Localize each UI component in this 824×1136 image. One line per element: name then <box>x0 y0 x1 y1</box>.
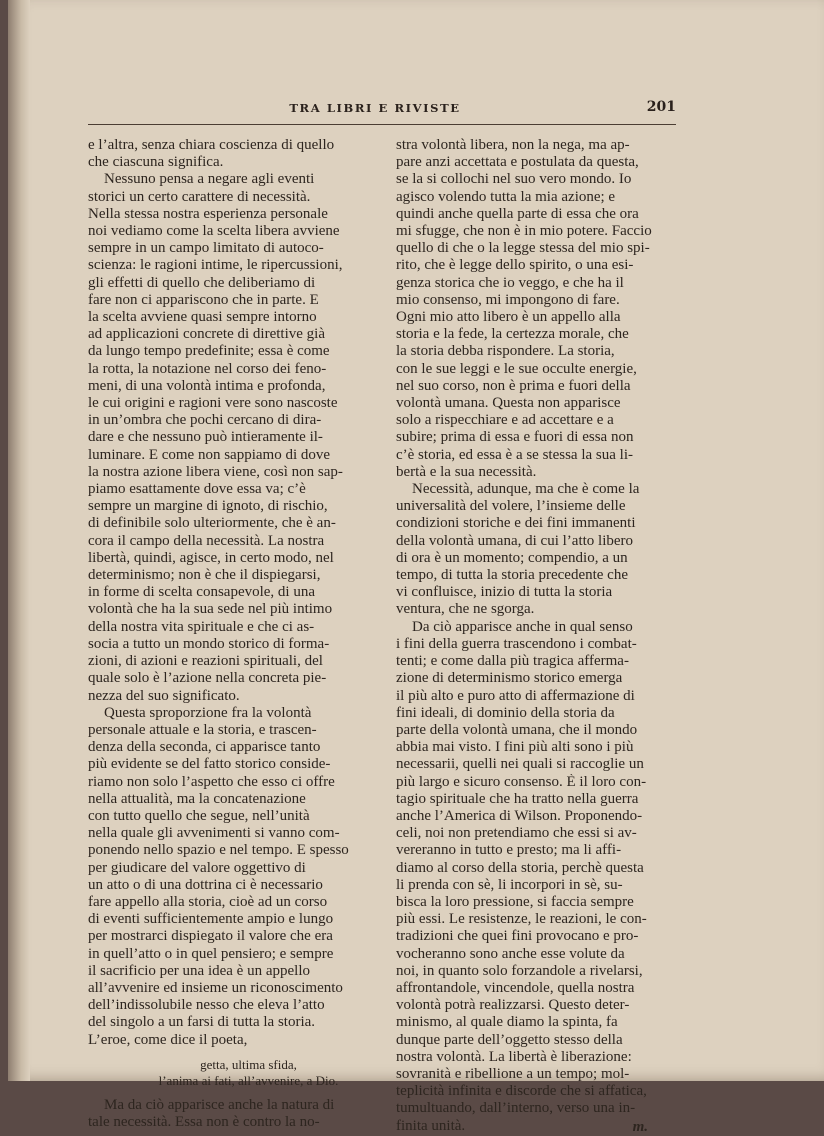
text-line: denza della seconda, ci apparisce tanto <box>88 739 321 756</box>
text-line: determinismo; non è che il dispiegarsi, <box>88 567 321 584</box>
author-signature: m. <box>632 1118 648 1135</box>
text-line: Da ciò apparisce anche in qual senso <box>412 618 633 635</box>
text-line: getta, ultima sfida, <box>200 1056 297 1072</box>
text-line: quale solo è l’azione nella concreta pie- <box>88 670 327 687</box>
text-line: per giudicare del valore oggettivo di <box>88 859 306 876</box>
page-gutter <box>8 0 30 1081</box>
text-line: fini ideali, di dominio della storia da <box>396 704 615 721</box>
text-line: li prenda con sè, li incorpori in sè, su- <box>396 876 623 893</box>
text-line: Nessuno pensa a negare agli eventi <box>104 171 315 188</box>
text-line: la nostra azione libera viene, così non sap- <box>88 463 343 480</box>
text-line: del singolo a un farsi di tutta la storia. <box>88 1014 316 1031</box>
text-line: di definibile solo ulteriormente, che è an- <box>88 515 336 532</box>
book-page <box>8 0 824 1135</box>
text-line: un atto o di una dottrina ci è necessario <box>88 876 323 893</box>
text-line: Nella stessa nostra esperienza personale <box>88 205 328 222</box>
text-line: nella quale gli avvenimenti si vanno com- <box>88 825 340 842</box>
text-line: se la si collochi nel suo vero mondo. Io <box>396 171 632 188</box>
text-line: sovranità e ribellione a un tempo; mol- <box>396 1065 630 1082</box>
text-line: cora il campo della necessità. La nostra <box>88 532 325 549</box>
text-line: in un’ombra che pochi cercano di dira- <box>88 412 322 429</box>
page-header <box>88 98 676 122</box>
page-number: 201 <box>646 99 676 115</box>
text-line: ponendo nello spazio e nel tempo. E spesso <box>88 842 349 859</box>
text-line: volontà umana. Questa non apparisce <box>396 395 621 412</box>
text-line: zioni, di azioni e reazioni spirituali, del <box>88 653 323 670</box>
text-line: subire; prima di essa e fuori di essa non <box>396 429 634 446</box>
text-line: necessarii, quelli nei quali si raccoglie un <box>396 756 644 773</box>
text-line: bertà e la sua necessità. <box>396 463 537 480</box>
text-line: dell’indissolubile nesso che eleva l’atto <box>88 997 325 1014</box>
text-line: scienza: le ragioni intime, le ripercussioni, <box>88 257 343 274</box>
text-line: vereranno in tutto e presto; ma li affi- <box>396 842 622 859</box>
text-line: in forme di scelta consapevole, di una <box>88 584 316 601</box>
text-line: socia a tutto un mondo storico di forma- <box>88 635 330 652</box>
text-line: diamo al corso della storia, perchè questa <box>396 859 644 876</box>
text-line: nel suo corso, non è prima e fuori della <box>396 377 631 394</box>
text-line: L’eroe, come dice il poeta, <box>88 1031 248 1048</box>
text-line: più evidente se del fatto storico conside- <box>88 756 331 773</box>
left-column-text <box>88 137 375 1049</box>
text-line: il sacrificio per una idea è un appello <box>88 962 310 979</box>
text-line: in quell’atto o in quel pensiero; e sempre <box>88 945 334 962</box>
text-line: le cui origini e ragioni vere sono nascoste <box>88 395 338 412</box>
text-line: solo a rispecchiare e ad accettare e a <box>396 412 614 429</box>
text-line: Ma da ciò apparisce anche la natura di <box>104 1096 335 1113</box>
text-line: nezza del suo significato. <box>88 687 240 704</box>
text-line: c’è storia, ed essa è a se stessa la sua li- <box>396 446 633 463</box>
text-line: più largo e sicuro consenso. È il loro con- <box>396 773 647 790</box>
text-line: nostra volontà. La libertà è liberazione: <box>396 1048 632 1065</box>
right-column-text <box>396 137 668 1135</box>
text-line: ad applicazioni concrete di direttive già <box>88 326 325 343</box>
text-line: quello di che o la legge stessa del mio spi- <box>396 240 650 257</box>
text-line: sempre un margine di ignoto, di rischio, <box>88 498 328 515</box>
text-line: stra volontà libera, non la nega, ma ap- <box>396 137 630 153</box>
text-line: personale attuale e la storia, e trascen- <box>88 721 317 738</box>
text-line: volontà che ha la sua sede nel più intimo <box>88 601 333 618</box>
text-line: noi vediamo come la scelta libera avviene <box>88 223 340 240</box>
text-line: tagio spirituale che ha tratto nella guerra <box>396 790 639 807</box>
right-column <box>396 137 668 1136</box>
text-line: zione di determinismo storico emerga <box>396 670 623 687</box>
text-line: luminare. E come non sappiamo di dove <box>88 446 331 463</box>
text-line: noi, in quanto solo forzandole a rivelarsi, <box>396 962 643 979</box>
text-line: dare e che nessuno può intieramente il- <box>88 429 323 446</box>
text-line: finita unità. <box>396 1117 466 1134</box>
text-line: fare non ci appariscono che in parte. E <box>88 291 319 308</box>
text-line: i fini della guerra trascendono i combat- <box>396 635 637 652</box>
text-line: storici un certo carattere di necessità. <box>88 188 311 205</box>
text-line: nella attualità, ma la concatenazione <box>88 790 306 807</box>
text-line: la rotta, la notazione nel corso dei feno- <box>88 360 327 377</box>
text-line: quindi anche quella parte di essa che ora <box>396 205 639 222</box>
text-line: tumultuando, dall’interno, verso una in- <box>396 1100 636 1117</box>
text-line: fare appello alla storia, cioè ad un corso <box>88 893 328 910</box>
text-line: la storia debba rispondere. La storia, <box>396 343 615 360</box>
text-line: la scelta avviene quasi sempre intorno <box>88 309 317 326</box>
text-line: della nostra vita spirituale e che ci as- <box>88 618 315 635</box>
text-line: parte della volontà umana, che il mondo <box>396 721 638 738</box>
left-column-tail <box>88 1097 375 1131</box>
text-line: tradizioni che quei fini provocano e pro- <box>396 928 639 945</box>
verse-quotation <box>88 1057 375 1089</box>
text-line: pare anzi accettata e postulata da questa, <box>396 154 639 171</box>
text-line: Ogni mio atto libero è un appello alla <box>396 309 621 326</box>
text-line: storia e la fede, la certezza morale, che <box>396 326 629 343</box>
text-line: mi sfugge, che non è in mio potere. Faccio <box>396 223 652 240</box>
text-line: che ciascuna significa. <box>88 154 224 171</box>
text-line: tenti; e come dalla più tragica afferma- <box>396 653 629 670</box>
text-line: mio consenso, mi impongono di fare. <box>396 291 620 308</box>
text-line: libertà, quindi, agisce, in certo modo, nel <box>88 549 334 566</box>
text-line: anche l’America di Wilson. Proponendo- <box>396 807 643 824</box>
text-line: vocheranno sono anche esse volute da <box>396 945 625 962</box>
text-line: all’avvenire ed insieme un riconoscimento <box>88 979 343 996</box>
text-line: condizioni storiche e dei fini immanenti <box>396 515 636 532</box>
text-line: l’anima ai fati, all’avvenire, a Dio. <box>158 1072 339 1088</box>
text-line: da lungo tempo predefinite; essa è come <box>88 343 330 360</box>
text-line: per mostrarci dispiegato il valore che era <box>88 928 333 945</box>
text-line: rito, che è legge dello spirito, o una esi- <box>396 257 634 274</box>
text-line: piamo esattamente dove essa va; c’è <box>88 481 306 498</box>
text-line: Questa sproporzione fra la volontà <box>104 704 312 721</box>
text-line: di eventi sufficientemente ampio e lungo <box>88 911 334 928</box>
text-line: tempo, di tutta la storia precedente che <box>396 567 628 584</box>
text-line: riamo non solo l’aspetto che esso ci offre <box>88 773 335 790</box>
text-line: gli effetti di quello che deliberiamo di <box>88 274 316 291</box>
text-line: minismo, al quale diamo la spinta, fa <box>396 1014 618 1031</box>
text-line: universalità del volere, l’insieme delle <box>396 498 626 515</box>
text-line: celi, noi non pretendiamo che essi si av- <box>396 825 637 842</box>
running-title: TRA LIBRI E RIVISTE <box>289 101 461 115</box>
text-line: il più alto e puro atto di affermazione di <box>396 687 635 704</box>
text-line: vi confluisce, inizio di tutta la storia <box>396 584 613 601</box>
text-line: di ora è un momento; compendio, a un <box>396 549 628 566</box>
text-line: sempre in un campo limitato di autoco- <box>88 240 324 257</box>
text-line: più essi. Le resistenze, le reazioni, le con- <box>396 911 647 928</box>
text-line: teplicità infinita e discorde che si affatica, <box>396 1083 647 1100</box>
text-line: meni, di una volontà intima e profonda, <box>88 377 326 394</box>
text-line: con tutto quello che segue, nell’unità <box>88 807 310 824</box>
text-line: con le sue leggi e le sue occulte energie, <box>396 360 637 377</box>
left-column <box>88 137 375 1131</box>
text-line: genza storica che io veggo, e che ha il <box>396 274 624 291</box>
text-line: ventura, che ne sgorga. <box>396 601 535 618</box>
text-line: agisco volendo tutta la mia azione; e <box>396 188 616 205</box>
text-line: tale necessità. Essa non è contro la no- <box>88 1113 320 1130</box>
text-line: della volontà umana, di cui l’atto libero <box>396 532 634 549</box>
text-line: dunque parte dell’oggetto stesso della <box>396 1031 623 1048</box>
text-line: abbia mai visto. I fini più alti sono i più <box>396 739 634 756</box>
text-line: Necessità, adunque, ma che è come la <box>412 481 640 498</box>
text-line: affrontandole, vincendole, quella nostra <box>396 979 635 996</box>
text-line: volontà potrà realizzarsi. Questo deter- <box>396 997 630 1014</box>
header-rule <box>88 124 676 125</box>
text-line: e l’altra, senza chiara coscienza di quello <box>88 137 335 153</box>
text-line: bisca la loro pressione, si faccia sempre <box>396 893 634 910</box>
